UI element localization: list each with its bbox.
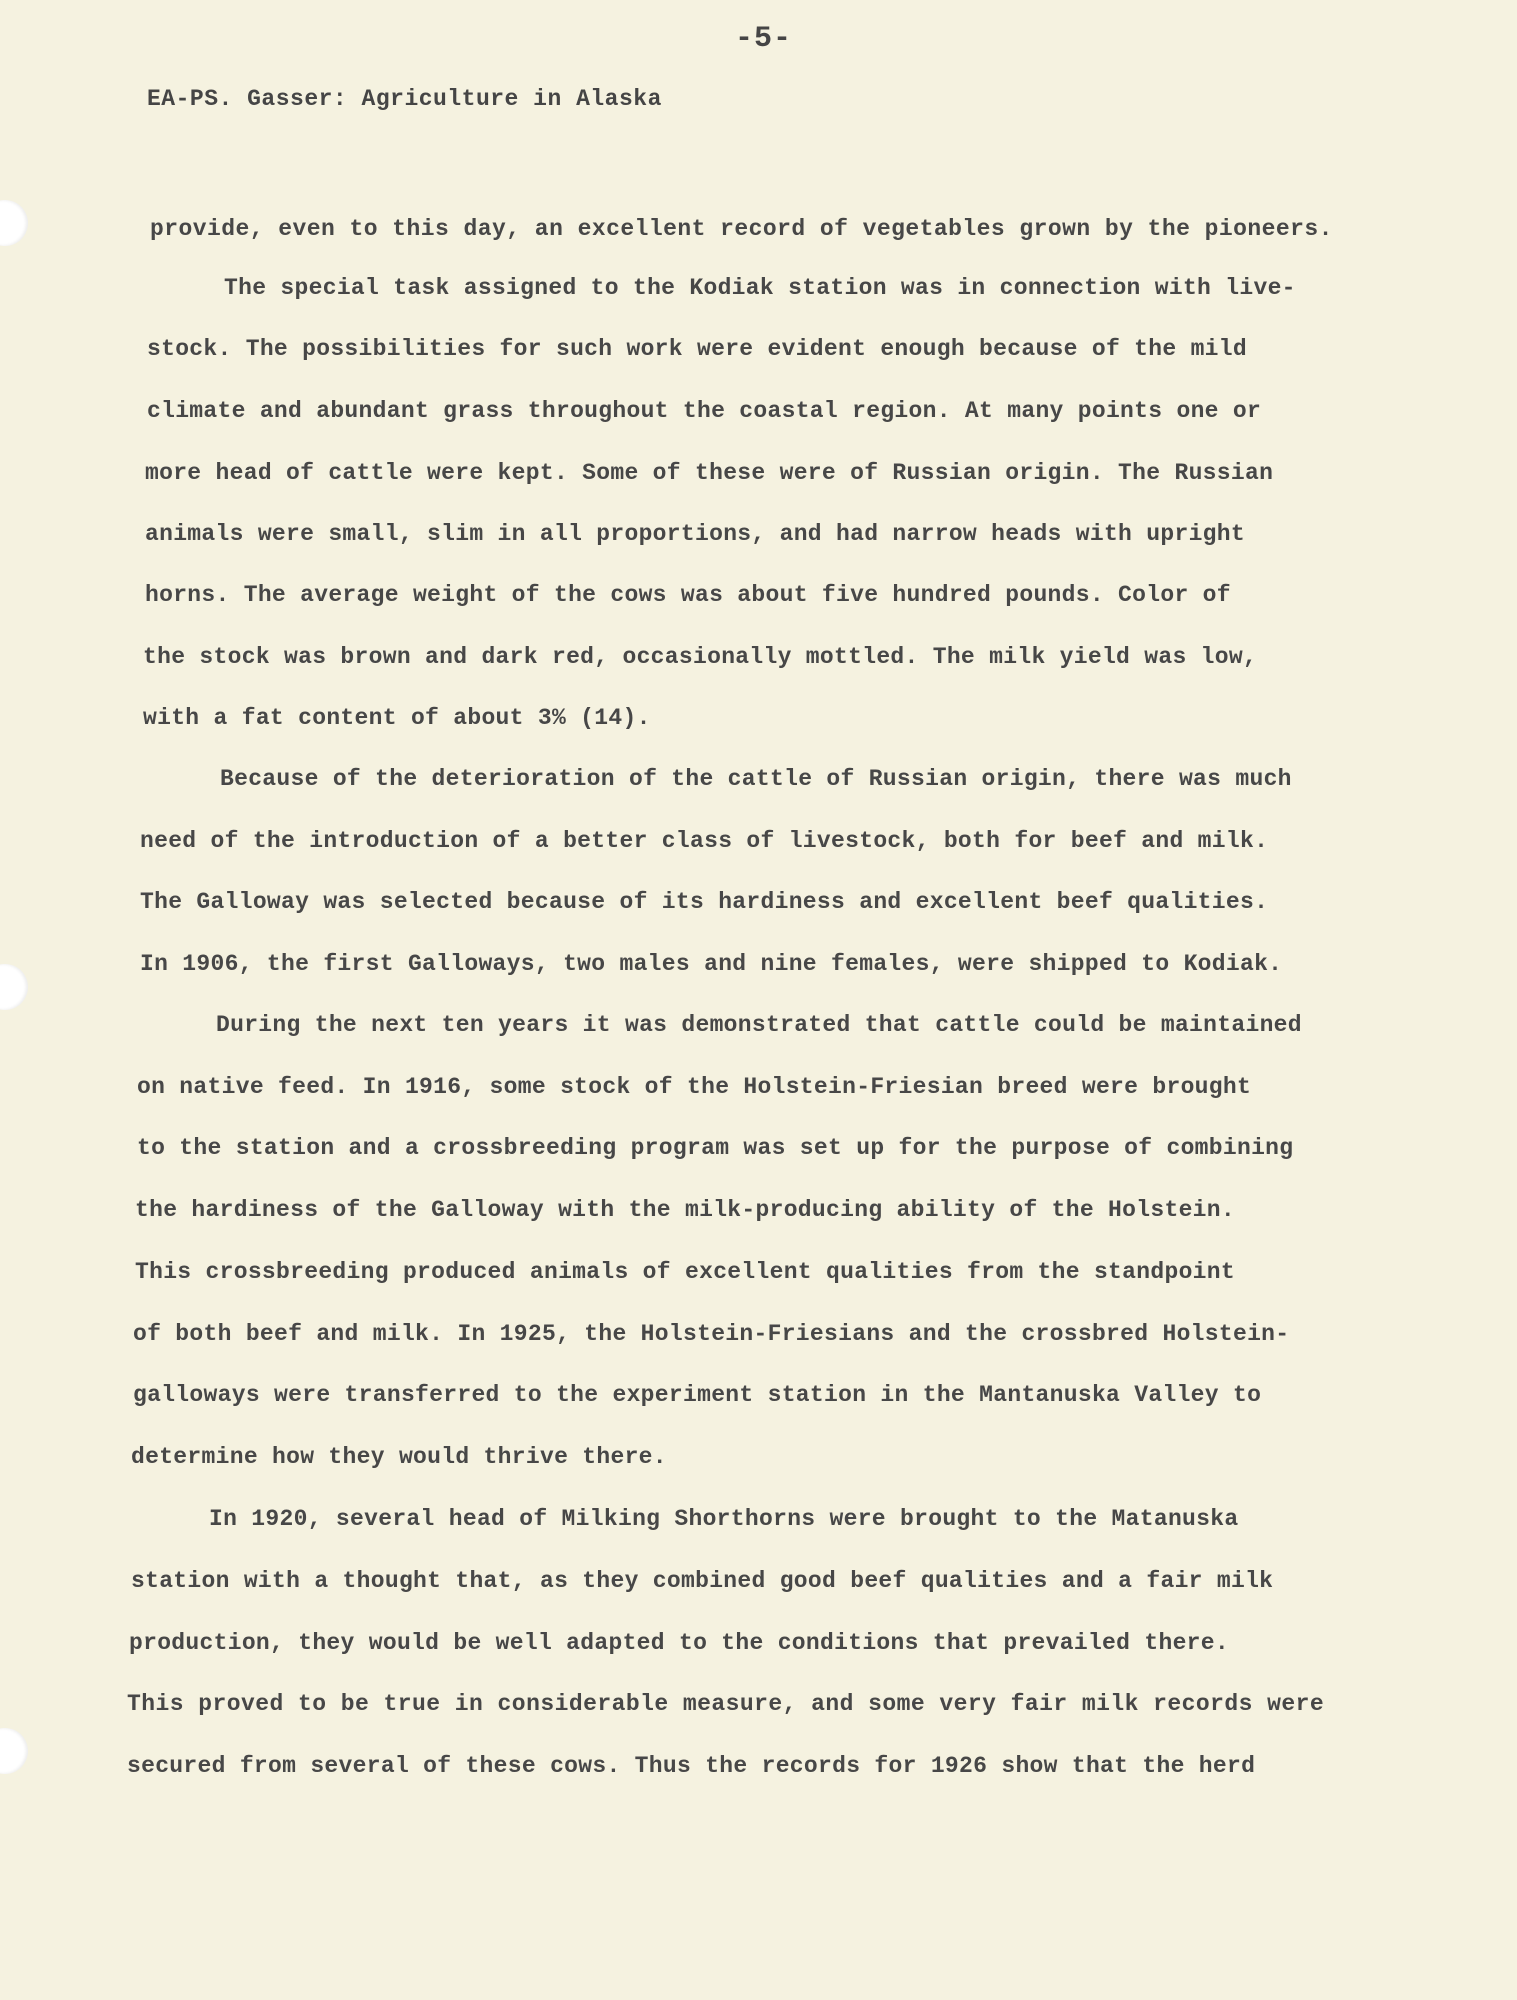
- body-line: The Galloway was selected because of its hardiness and excellent beef qualities.: [140, 889, 1269, 915]
- body-line: with a fat content of about 3% (14).: [143, 705, 651, 731]
- body-line: The special task assigned to the Kodiak station was in connection with live-: [224, 275, 1296, 301]
- running-header: EA-PS. Gasser: Agriculture in Alaska: [147, 86, 662, 112]
- body-line: the hardiness of the Galloway with the milk-producing ability of the Holstein.: [135, 1197, 1235, 1223]
- body-line: production, they would be well adapted to the conditions that prevailed there.: [129, 1630, 1229, 1656]
- punch-hole-bottom: [0, 1728, 28, 1774]
- body-line: galloways were transferred to the experiment station in the Mantanuska Valley to: [133, 1382, 1262, 1408]
- body-line: climate and abundant grass throughout the coastal region. At many points one or: [147, 398, 1262, 424]
- body-line: on native feed. In 1916, some stock of the Holstein-Friesian breed were brought: [137, 1074, 1252, 1100]
- body-line: In 1906, the first Galloways, two males and nine females, were shipped to Kodiak.: [140, 951, 1283, 977]
- body-line: to the station and a crossbreeding program was set up for the purpose of combining: [137, 1135, 1294, 1161]
- body-line: In 1920, several head of Milking Shorthorns were brought to the Matanuska: [209, 1506, 1239, 1532]
- body-line: Because of the deterioration of the cattle of Russian origin, there was much: [220, 766, 1292, 792]
- body-line: provide, even to this day, an excellent record of vegetables grown by the pioneers.: [150, 216, 1333, 242]
- punch-hole-middle: [0, 964, 28, 1010]
- body-line: This proved to be true in considerable measure, and some very fair milk records were: [127, 1691, 1325, 1717]
- body-line: stock. The possibilities for such work were evident enough because of the mild: [147, 336, 1247, 362]
- body-line: secured from several of these cows. Thus the records for 1926 show that the herd: [127, 1753, 1256, 1779]
- body-line: horns. The average weight of the cows was about five hundred pounds. Color of: [145, 582, 1231, 608]
- body-line: animals were small, slim in all proportions, and had narrow heads with upright: [145, 521, 1245, 547]
- body-line: the stock was brown and dark red, occasionally mottled. The milk yield was low,: [143, 644, 1258, 670]
- body-line: station with a thought that, as they combined good beef qualities and a fair milk: [131, 1568, 1274, 1594]
- page-number: -5-: [735, 22, 793, 56]
- punch-hole-top: [0, 200, 28, 246]
- body-line: more head of cattle were kept. Some of these were of Russian origin. The Russian: [145, 460, 1274, 486]
- body-line: This crossbreeding produced animals of excellent qualities from the standpoint: [135, 1259, 1235, 1285]
- body-line: need of the introduction of a better class of livestock, both for beef and milk.: [140, 828, 1269, 854]
- body-line: During the next ten years it was demonstrated that cattle could be maintained: [216, 1012, 1302, 1038]
- body-line: determine how they would thrive there.: [131, 1444, 667, 1470]
- body-line: of both beef and milk. In 1925, the Holstein-Friesians and the crossbred Holstein-: [133, 1321, 1290, 1347]
